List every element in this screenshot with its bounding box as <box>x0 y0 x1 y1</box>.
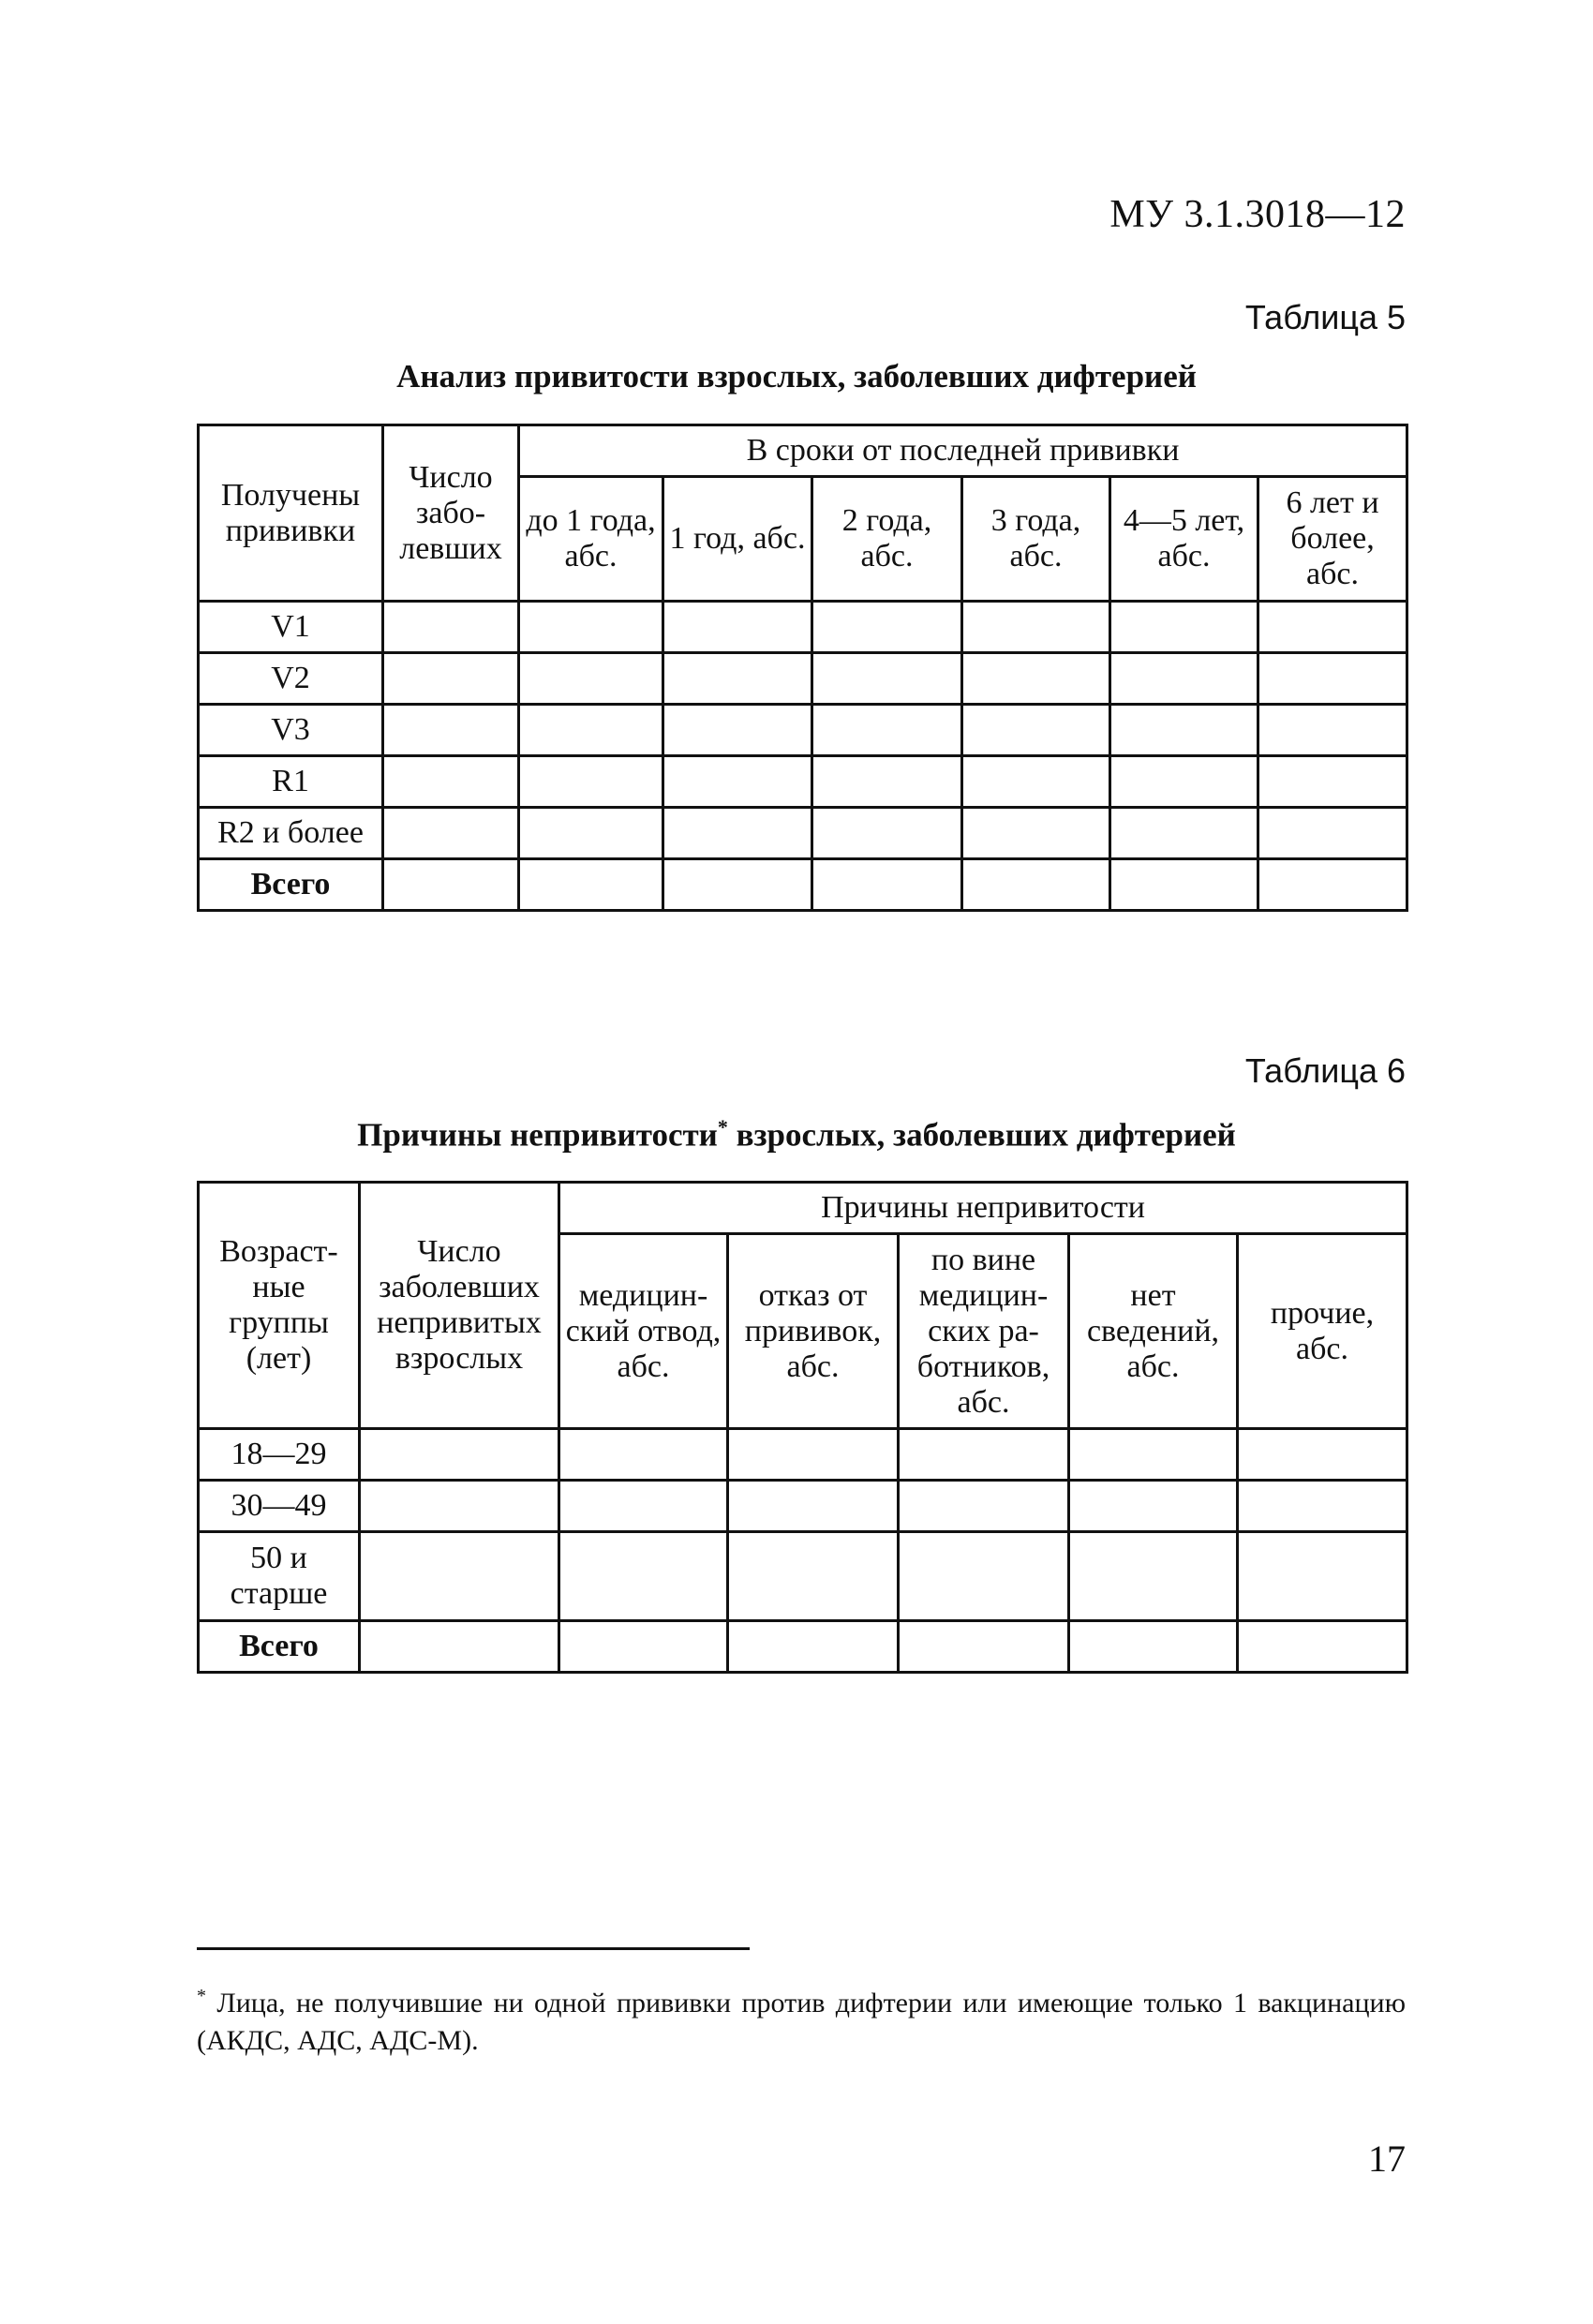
empty-cell <box>383 859 519 911</box>
empty-cell <box>663 859 812 911</box>
empty-cell <box>728 1429 899 1481</box>
header-reason: отказ от прививок, абс. <box>728 1234 899 1429</box>
empty-cell <box>559 1481 728 1532</box>
empty-cell <box>1110 705 1258 756</box>
table-6 <box>197 1181 1408 1674</box>
empty-cell <box>383 705 519 756</box>
header-received: Получены прививки <box>199 425 383 602</box>
document-code: МУ 3.1.3018—12 <box>1109 193 1406 236</box>
header-reasons-group: Причины непривитости <box>559 1183 1407 1234</box>
header-reason: медицин-ский отвод, абс. <box>559 1234 728 1429</box>
empty-cell <box>1110 653 1258 705</box>
empty-cell <box>1238 1481 1407 1532</box>
empty-cell <box>812 602 962 653</box>
empty-cell <box>1069 1532 1238 1621</box>
empty-cell <box>559 1429 728 1481</box>
row-label: V1 <box>199 602 383 653</box>
empty-cell <box>899 1532 1069 1621</box>
table-6-label: Таблица 6 <box>1244 1051 1406 1090</box>
empty-cell <box>962 756 1110 808</box>
empty-cell <box>559 1532 728 1621</box>
row-label: 30—49 <box>199 1481 360 1532</box>
footnote-text: Лица, не получившие ни одной прививки против дифтерии или имеющие только 1 вакцинацию (АКДС, АДС, АДС-М). <box>197 1988 1406 2056</box>
table-5 <box>197 424 1408 912</box>
empty-cell <box>1110 859 1258 911</box>
row-label-total: Всего <box>199 859 383 911</box>
row-label: V3 <box>199 705 383 756</box>
empty-cell <box>519 602 663 653</box>
empty-cell <box>1238 1532 1407 1621</box>
empty-cell <box>962 808 1110 859</box>
table-6-title-main: Причины непривитости <box>357 1116 718 1154</box>
row-label: R1 <box>199 756 383 808</box>
row-label: V2 <box>199 653 383 705</box>
empty-cell <box>519 653 663 705</box>
row-label: 18—29 <box>199 1429 360 1481</box>
empty-cell <box>663 808 812 859</box>
empty-cell <box>812 859 962 911</box>
empty-cell <box>899 1481 1069 1532</box>
empty-cell <box>728 1621 899 1673</box>
table-row <box>199 756 1407 808</box>
table-row <box>199 1481 1407 1532</box>
empty-cell <box>899 1621 1069 1673</box>
empty-cell <box>1110 808 1258 859</box>
header-period: до 1 года, абс. <box>519 477 663 602</box>
empty-cell <box>1258 756 1407 808</box>
empty-cell <box>812 653 962 705</box>
header-count: Число забо-левших <box>383 425 519 602</box>
header-age-groups: Возраст-ные группы (лет) <box>199 1183 360 1429</box>
header-period: 3 года, абс. <box>962 477 1110 602</box>
empty-cell <box>383 756 519 808</box>
header-period: 1 год, абс. <box>663 477 812 602</box>
empty-cell <box>360 1429 559 1481</box>
header-period: 2 года, абс. <box>812 477 962 602</box>
empty-cell <box>1069 1481 1238 1532</box>
page-number: 17 <box>1368 2138 1406 2180</box>
empty-cell <box>663 653 812 705</box>
header-reason: по вине медицин-ских ра-ботников, абс. <box>899 1234 1069 1429</box>
empty-cell <box>1258 808 1407 859</box>
table-row <box>199 653 1407 705</box>
table-row <box>199 705 1407 756</box>
row-label-total: Всего <box>199 1621 360 1673</box>
empty-cell <box>728 1532 899 1621</box>
empty-cell <box>1258 653 1407 705</box>
empty-cell <box>559 1621 728 1673</box>
table-row <box>199 602 1407 653</box>
footnote-mark: * <box>717 1115 728 1139</box>
table-6-title <box>0 1115 1593 1155</box>
empty-cell <box>663 602 812 653</box>
footnote-mark: * <box>197 1986 206 2006</box>
empty-cell <box>962 705 1110 756</box>
empty-cell <box>962 653 1110 705</box>
header-period-group: В сроки от последней прививки <box>519 425 1407 477</box>
empty-cell <box>812 705 962 756</box>
empty-cell <box>899 1429 1069 1481</box>
table-row-total <box>199 859 1407 911</box>
empty-cell <box>812 808 962 859</box>
empty-cell <box>663 756 812 808</box>
table-5-title: Анализ привитости взрослых, заболевших дифтерией <box>396 358 1197 395</box>
empty-cell <box>663 705 812 756</box>
empty-cell <box>1110 756 1258 808</box>
empty-cell <box>728 1481 899 1532</box>
row-label: 50 и старше <box>199 1532 360 1621</box>
empty-cell <box>1110 602 1258 653</box>
header-period: 4—5 лет, абс. <box>1110 477 1258 602</box>
header-reason: нет сведений, абс. <box>1069 1234 1238 1429</box>
empty-cell <box>1069 1621 1238 1673</box>
empty-cell <box>360 1481 559 1532</box>
empty-cell <box>962 602 1110 653</box>
empty-cell <box>519 859 663 911</box>
row-label: R2 и более <box>199 808 383 859</box>
empty-cell <box>383 808 519 859</box>
header-count: Число заболевших непривитых взрослых <box>360 1183 559 1429</box>
empty-cell <box>519 756 663 808</box>
footnote-divider <box>197 1947 750 1950</box>
empty-cell <box>1238 1621 1407 1673</box>
empty-cell <box>1258 859 1407 911</box>
empty-cell <box>812 756 962 808</box>
table-5-label: Таблица 5 <box>1244 298 1406 336</box>
empty-cell <box>1258 705 1407 756</box>
table-row <box>199 1532 1407 1621</box>
empty-cell <box>383 602 519 653</box>
empty-cell <box>519 705 663 756</box>
empty-cell <box>519 808 663 859</box>
table-row-total <box>199 1621 1407 1673</box>
empty-cell <box>1069 1429 1238 1481</box>
table-row <box>199 808 1407 859</box>
table-6-title-rest: взрослых, заболевших дифтерией <box>727 1116 1236 1154</box>
empty-cell <box>1238 1429 1407 1481</box>
footnote <box>197 1977 1406 2060</box>
empty-cell <box>383 653 519 705</box>
empty-cell <box>1258 602 1407 653</box>
header-reason: прочие, абс. <box>1238 1234 1407 1429</box>
header-period: 6 лет и более, абс. <box>1258 477 1407 602</box>
empty-cell <box>360 1532 559 1621</box>
empty-cell <box>962 859 1110 911</box>
table-row <box>199 1429 1407 1481</box>
empty-cell <box>360 1621 559 1673</box>
